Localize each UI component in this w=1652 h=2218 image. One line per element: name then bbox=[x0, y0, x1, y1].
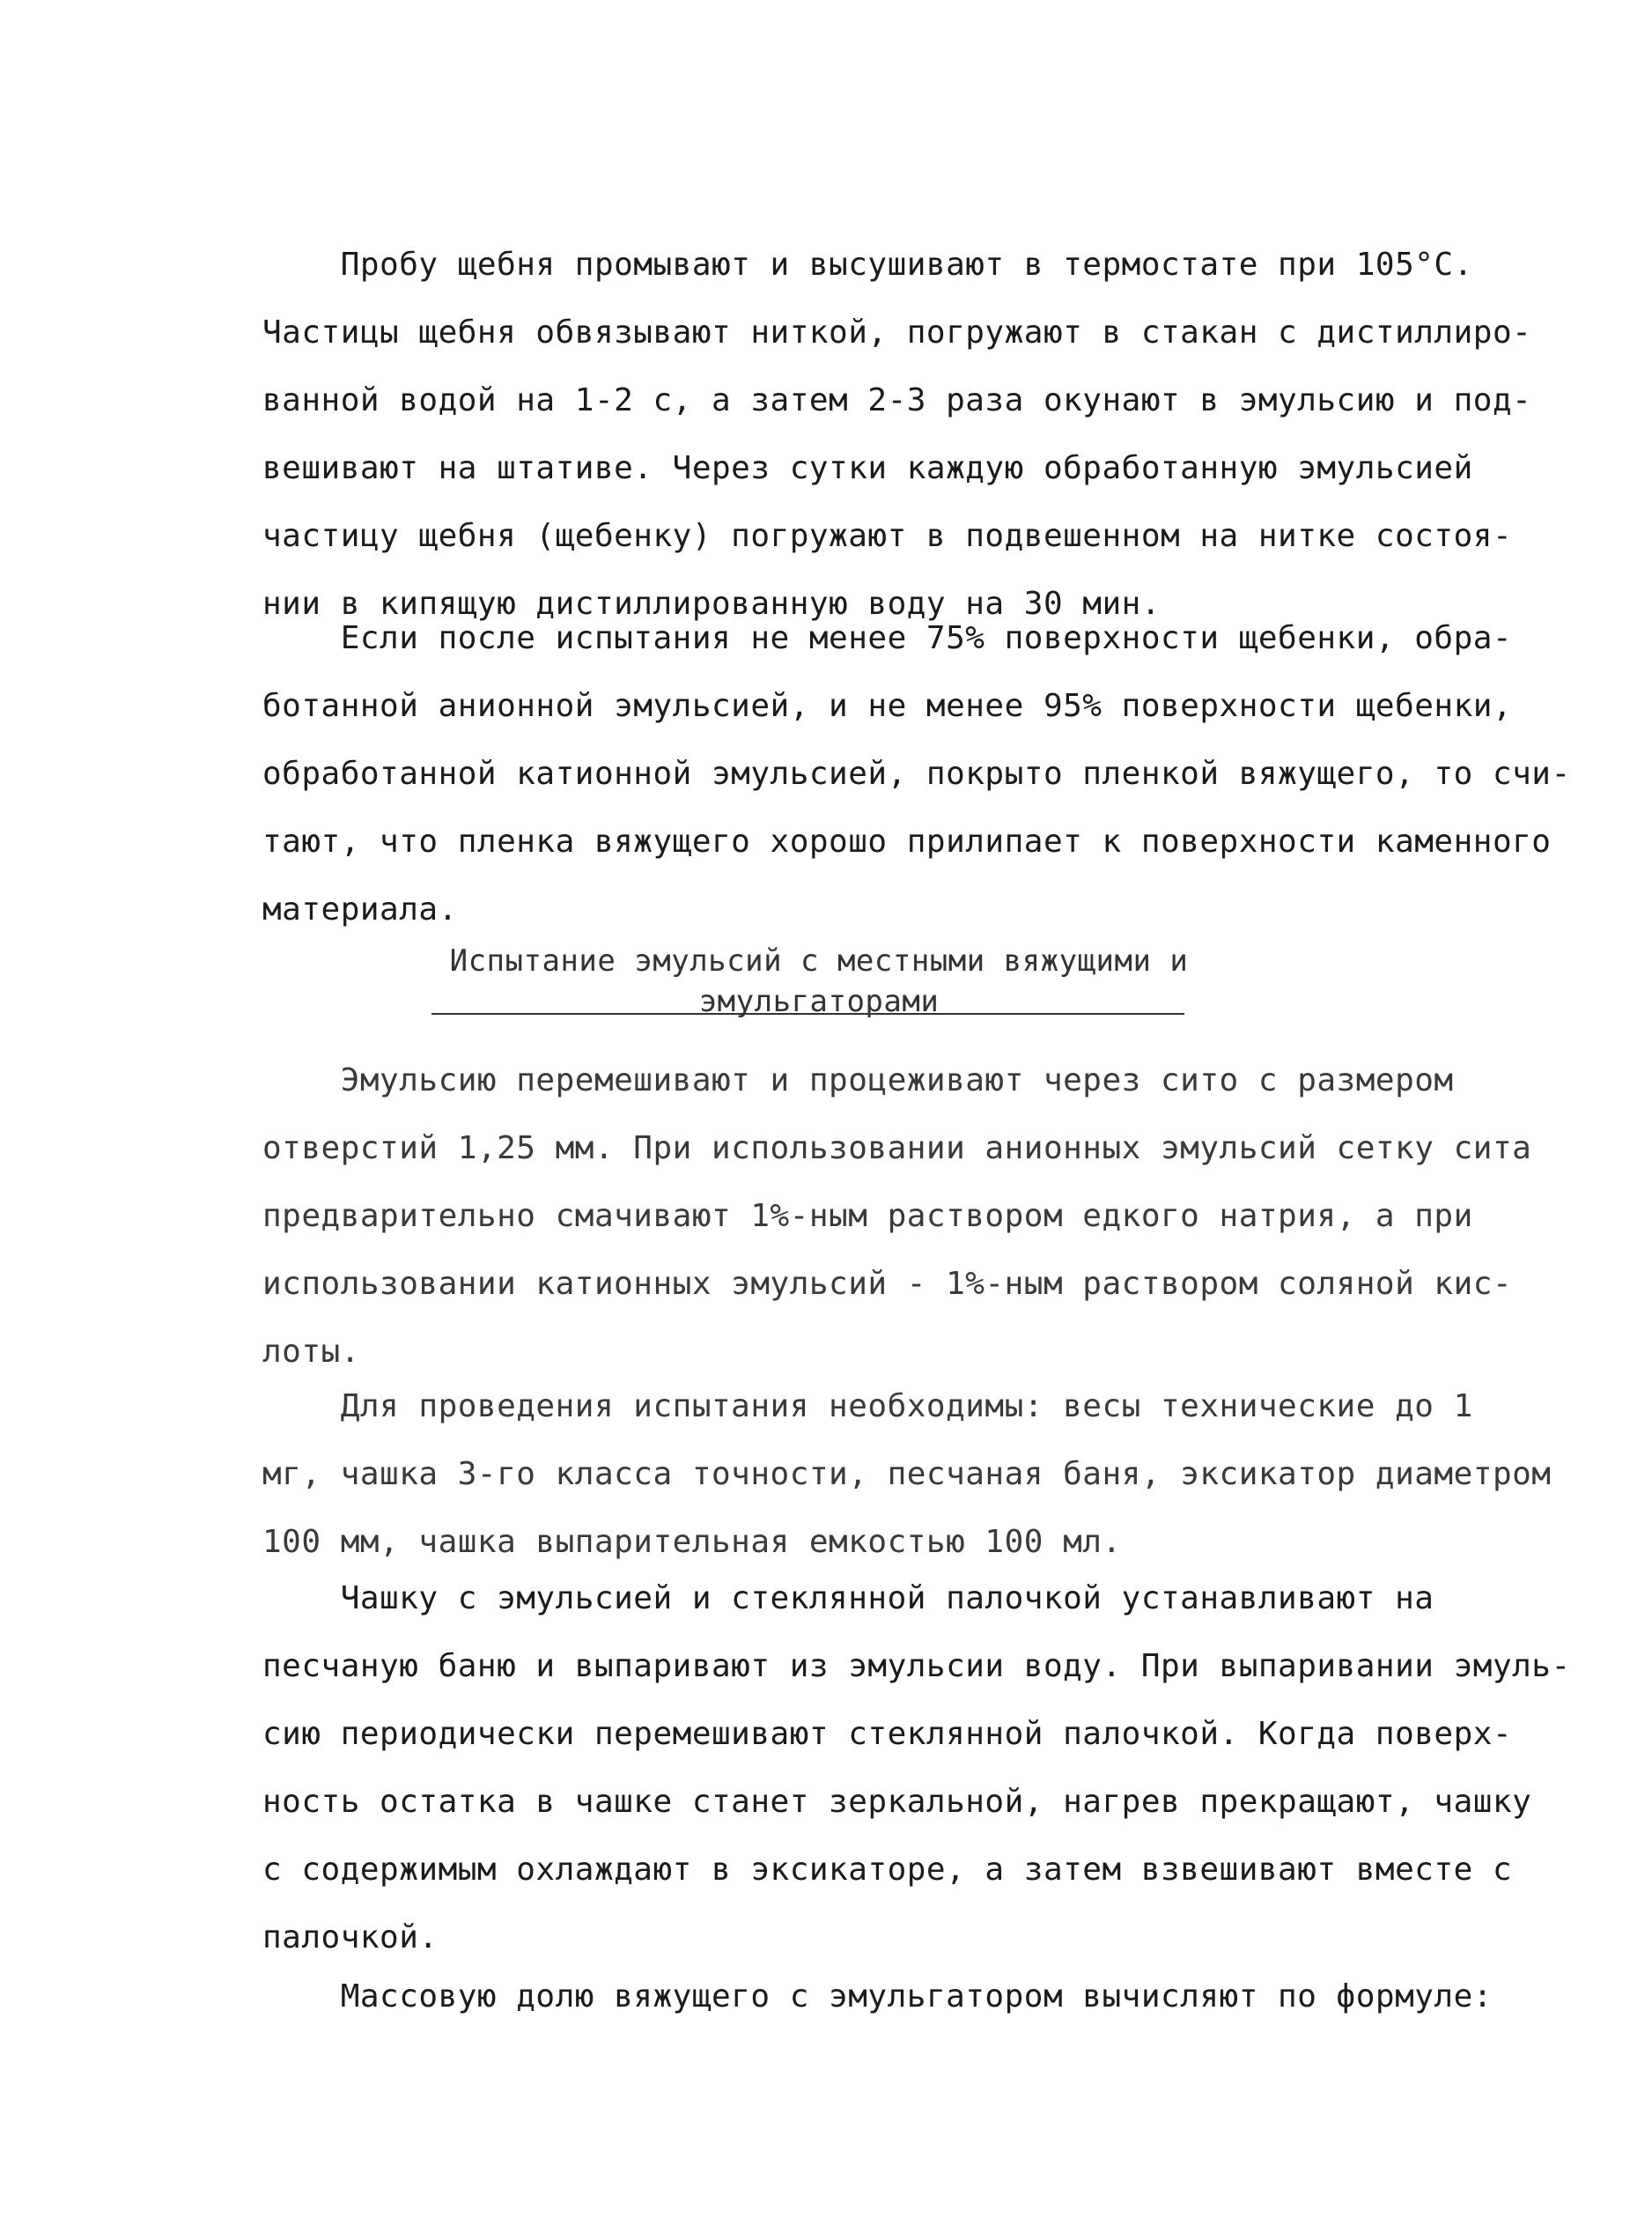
text-line: предварительно смачивают 1%-ным раствором едкого натрия, а при bbox=[262, 1198, 1473, 1234]
paragraph-sample-preparation bbox=[262, 231, 1530, 638]
heading-line: Испытание эмульсий с местными вяжущими и bbox=[449, 943, 1189, 979]
text-line: сию периодически перемешивают стеклянной палочкой. Когда поверх- bbox=[262, 1716, 1513, 1752]
heading-underline bbox=[431, 1013, 1184, 1015]
text-line: Чашку с эмульсией и стеклянной палочкой устанавливают на bbox=[262, 1580, 1434, 1616]
text-line: частицу щебня (щебенку) погружают в подвешенном на нитке состоя- bbox=[262, 518, 1513, 554]
paragraph-equipment bbox=[262, 1372, 1552, 1576]
text-line: с содержимым охлаждают в эксикаторе, а затем взвешивают вместе с bbox=[262, 1852, 1513, 1888]
paragraph-evaporation bbox=[262, 1564, 1571, 1971]
section-heading bbox=[423, 941, 1215, 1022]
text-line: Частицы щебня обвязывают ниткой, погружают в стакан с дистиллиро- bbox=[262, 314, 1532, 351]
text-line: нии в кипящую дистиллированную воду на 30 мин. bbox=[262, 586, 1161, 622]
text-line: Если после испытания не менее 75% поверхности щебенки, обра- bbox=[262, 620, 1513, 656]
text-line: тают, что пленка вяжущего хорошо прилипает к поверхности каменного bbox=[262, 824, 1552, 860]
text-line: Массовую долю вяжущего с эмульгатором вычисляют по формуле: bbox=[262, 1978, 1493, 2015]
paragraph-emulsion-straining bbox=[262, 1046, 1530, 1386]
paragraph-formula-intro bbox=[262, 1963, 1530, 2030]
text-line: использовании катионных эмульсий - 1%-ным раствором соляной кис- bbox=[262, 1266, 1513, 1302]
text-line: вешивают на штативе. Через сутки каждую обработанную эмульсией bbox=[262, 450, 1473, 486]
text-line: материала. bbox=[262, 891, 458, 928]
text-line: отверстий 1,25 мм. При использовании анионных эмульсий сетку сита bbox=[262, 1130, 1532, 1166]
text-line: Эмульсию перемешивают и процеживают через сито с размером bbox=[262, 1062, 1454, 1098]
text-line: лоты. bbox=[262, 1334, 360, 1370]
heading-line: эмульгаторами bbox=[698, 984, 940, 1019]
text-line: палочкой. bbox=[262, 1919, 439, 1956]
text-line: мг, чашка 3-го класса точности, песчаная баня, эксикатор диаметром bbox=[262, 1456, 1552, 1492]
text-line: Пробу щебня промывают и высушивают в термостате при 105°С. bbox=[262, 247, 1473, 283]
text-line: обработанной катионной эмульсией, покрыто пленкой вяжущего, то счи- bbox=[262, 756, 1571, 792]
text-line: ность остатка в чашке станет зеркальной, нагрев прекращают, чашку bbox=[262, 1784, 1532, 1820]
text-line: ванной водой на 1-2 с, а затем 2-3 раза окунают в эмульсию и под- bbox=[262, 382, 1532, 418]
paragraph-adhesion-criteria bbox=[262, 604, 1571, 943]
text-line: 100 мм, чашка выпарительная емкостью 100 мл. bbox=[262, 1524, 1122, 1560]
text-line: песчаную баню и выпаривают из эмульсии воду. При выпаривании эмуль- bbox=[262, 1648, 1571, 1684]
text-line: Для проведения испытания необходимы: весы технические до 1 bbox=[262, 1388, 1473, 1424]
text-line: ботанной анионной эмульсией, и не менее 95% поверхности щебенки, bbox=[262, 688, 1513, 724]
